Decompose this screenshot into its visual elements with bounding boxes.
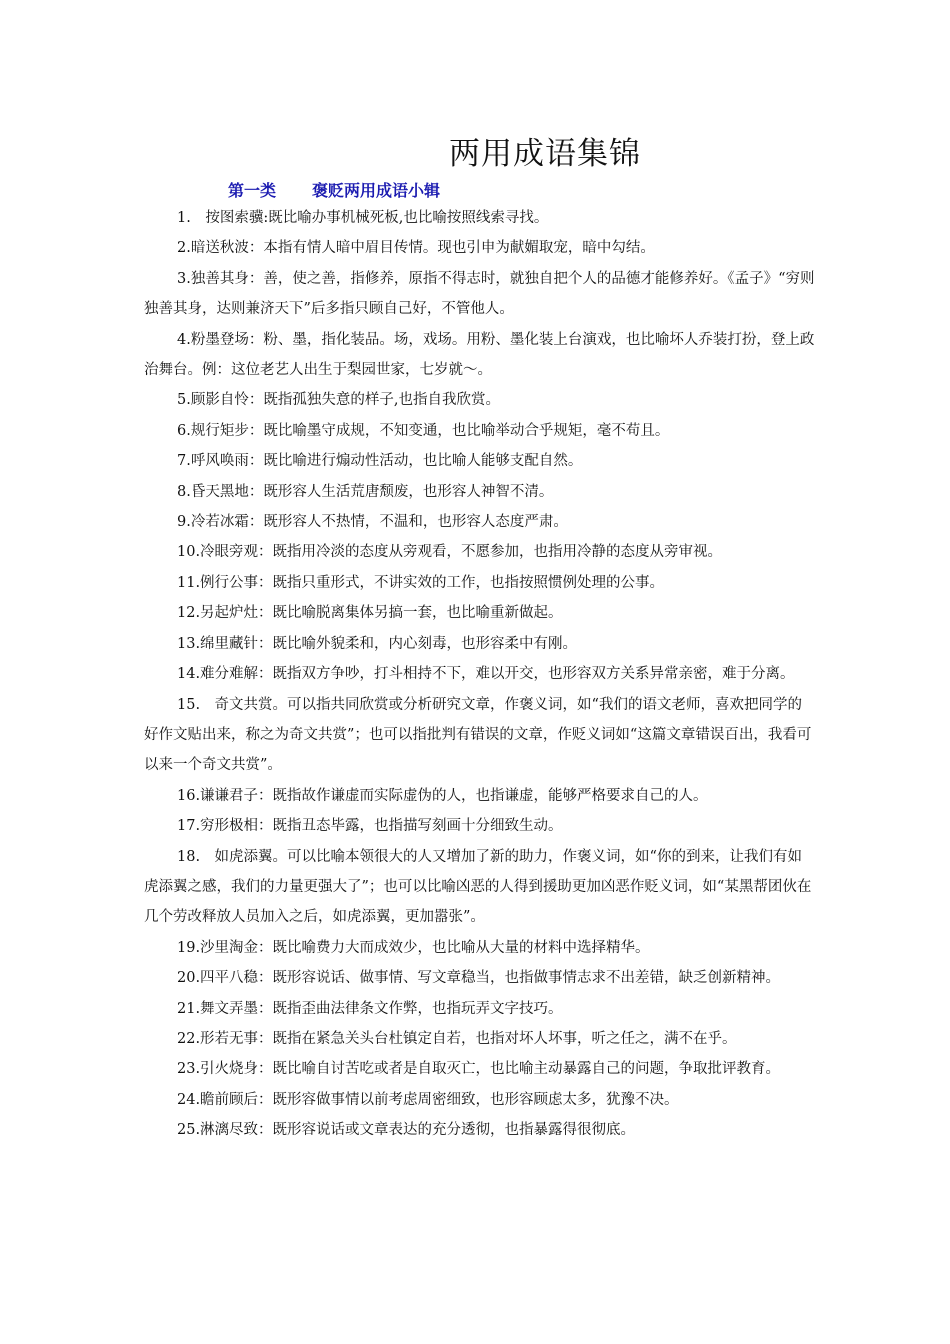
idiom-entry: 12.另起炉灶：既比喻脱离集体另搞一套，也比喻重新做起。 [177, 605, 563, 622]
document-title: 两用成语集锦 [449, 136, 641, 172]
idiom-entry: 21.舞文弄墨：既指歪曲法律条文作弊，也指玩弄文字技巧。 [177, 1000, 563, 1017]
idiom-entry: 9.冷若冰霜：既形容人不热情，不温和，也形容人态度严肃。 [177, 514, 568, 531]
idiom-entry: 22.形若无事：既指在紧急关头台杜镇定自若，也指对坏人坏事，听之任之，满不在乎。 [177, 1030, 737, 1047]
section-heading [228, 178, 440, 201]
idiom-entry: 18. 如虎添翼。可以比喻本领很大的人又增加了新的助力，作褒义词，如“你的到来，让我们有如虎添翼之感，我们的力量更强大了”；也可以比喻凶恶的人得到援助更加凶恶作贬义词，如“某黑帮团伙在几个劳改释放人员加入之后，如虎添翼，更加嚣张”。 [144, 848, 812, 926]
section-label: 第一类 [228, 181, 277, 200]
idiom-entry: 20.四平八稳：既形容说话、做事情、写文章稳当，也指做事情志求不出差错，缺乏创新精神。 [177, 970, 781, 987]
section-name: 褒贬两用成语小辑 [312, 181, 441, 200]
idiom-entry: 5.顾影自怜：既指孤独失意的样子,也指自我欣赏。 [177, 392, 500, 409]
idiom-entry: 7.呼风唤雨：既比喻进行煽动性活动，也比喻人能够支配自然。 [177, 453, 583, 470]
idiom-entry: 25.淋漓尽致：既形容说话或文章表达的充分透彻，也指暴露得很彻底。 [177, 1122, 636, 1139]
idiom-entry: 16.谦谦君子：既指故作谦虚而实际虚伪的人，也指谦虚，能够严格要求自己的人。 [177, 787, 708, 804]
idiom-list [144, 203, 816, 1146]
idiom-entry: 8.昏天黑地：既形容人生活荒唐颓废，也形容人神智不清。 [177, 483, 554, 500]
idiom-entry: 4.粉墨登场：粉、墨，指化装品。场，戏场。用粉、墨化装上台演戏，也比喻坏人乔装打扮，登上政治舞台。例：这位老艺人出生于梨园世家，七岁就～。 [144, 331, 815, 379]
idiom-entry: 10.冷眼旁观：既指用冷淡的态度从旁观看，不愿参加，也指用冷静的态度从旁审视。 [177, 544, 723, 561]
idiom-entry: 3.独善其身：善，使之善，指修养，原指不得志时，就独自把个人的品德才能修养好。《孟子》“穷则独善其身，达则兼济天下”后多指只顾自己好，不管他人。 [144, 270, 815, 318]
idiom-entry: 6.规行矩步：既比喻墨守成规，不知变通，也比喻举动合乎规矩，毫不苟且。 [177, 422, 670, 439]
idiom-entry: 11.例行公事：既指只重形式，不讲实效的工作，也指按照惯例处理的公事。 [177, 574, 665, 591]
idiom-entry: 2.暗送秋波：本指有情人暗中眉目传情。现也引申为献媚取宠，暗中勾结。 [177, 240, 655, 257]
idiom-entry: 13.绵里藏针：既比喻外貌柔和，内心刻毒，也形容柔中有刚。 [177, 635, 578, 652]
idiom-entry: 23.引火烧身：既比喻自讨苦吃或者是自取灭亡，也比喻主动暴露自己的问题，争取批评教育。 [177, 1061, 781, 1078]
idiom-entry: 15. 奇文共赏。可以指共同欣赏或分析研究文章，作褒义词，如“我们的语文老师，喜欢把同学的好作文贴出来，称之为奇文共赏”；也可以指批判有错误的文章，作贬义词如“这篇文章错误百出，我看可以来一个奇文共赏”。 [144, 696, 812, 774]
idiom-entry: 14.难分难解：既指双方争吵，打斗相持不下，难以开交，也形容双方关系异常亲密，难于分离。 [177, 666, 795, 683]
idiom-entry: 1. 按图索骥:既比喻办事机械死板,也比喻按照线索寻找。 [177, 210, 549, 226]
idiom-entry: 24.瞻前顾后：既形容做事情以前考虑周密细致，也形容顾虑太多，犹豫不决。 [177, 1091, 679, 1108]
idiom-entry: 17.穷形极相：既指丑态毕露，也指描写刻画十分细致生动。 [177, 818, 563, 835]
idiom-entry: 19.沙里淘金：既比喻费力大而成效少，也比喻从大量的材料中选择精华。 [177, 939, 650, 956]
